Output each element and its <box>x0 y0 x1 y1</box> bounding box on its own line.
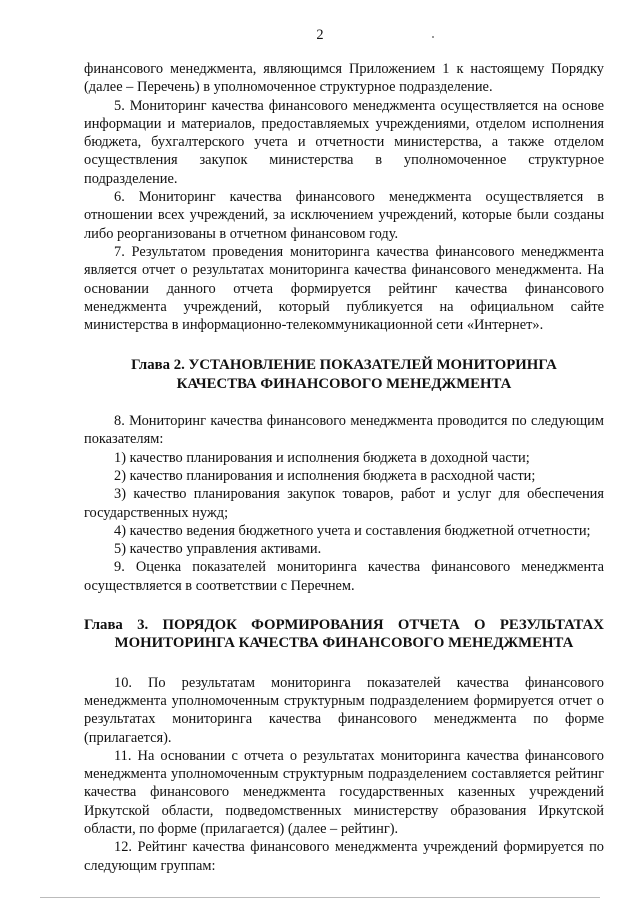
paragraph-8: 8. Мониторинг качества финансового менеджмента проводится по следующим показателям: <box>84 413 604 448</box>
chapter-3-heading-line2: МОНИТОРИНГА КАЧЕСТВА ФИНАНСОВОГО МЕНЕДЖМЕНТА <box>114 635 574 652</box>
chapter-3-heading-line1: Глава 3. ПОРЯДОК ФОРМИРОВАНИЯ ОТЧЕТА О РЕЗУЛЬТАТАХ <box>84 617 604 634</box>
paragraph-11: 11. На основании с отчета о результатах мониторинга качества финансового менеджмента уполномоченным структурным подразделением составляется рейтинг качества финансового менеджмента государственных казенных учреждений Иркутской области, подведомственных министерству образования Иркутской области, по форме (прилагается) (далее – рейтинг). <box>84 747 604 837</box>
paragraph-9: 9. Оценка показателей мониторинга качества финансового менеджмента осуществляется в соответствии с Перечнем. <box>84 559 604 594</box>
paragraph-5: 5. Мониторинг качества финансового менеджмента осуществляется на основе информации и материалов, предоставляемых учреждениями, отделом исполнения бюджета, бухгалтерского учета и отчетности министерства, а также отделом осуществления закупок министерства в уполномоченное структурное подразделение. <box>84 97 604 187</box>
indicator-item: 2) качество планирования и исполнения бюджета в расходной части; <box>114 467 536 484</box>
indicator-item: 3) качество планирования закупок товаров, работ и услуг для обеспечения государственных нужд; <box>84 486 604 521</box>
indicator-item: 4) качество ведения бюджетного учета и составления бюджетной отчетности; <box>114 522 591 539</box>
scan-artifact-dot <box>432 36 434 38</box>
paragraph-10: 10. По результатам мониторинга показателей качества финансового менеджмента уполномоченным структурным подразделением формируется отчет о результатах мониторинга качества финансового менеджмента по форме (прилагается). <box>84 674 604 746</box>
chapter-2-heading <box>84 356 604 393</box>
indicator-item: 1) качество планирования и исполнения бюджета в доходной части; <box>114 449 530 466</box>
paragraph-6: 6. Мониторинг качества финансового менеджмента осуществляется в отношении всех учреждений, за исключением учреждений, которые были созданы либо реорганизованы в отчетном финансовом году. <box>84 189 604 242</box>
paragraph-7: 7. Результатом проведения мониторинга качества финансового менеджмента является отчет о результатах мониторинга качества финансового менеджмента. На основании данного отчета формируется рейтинг качества финансового менеджмента учреждений, который публикуется на официальном сайте министерства в информационно-телекоммуникационной сети «Интернет». <box>84 243 604 334</box>
chapter-3-heading <box>84 616 604 653</box>
paragraph-12: 12. Рейтинг качества финансового менеджмента учреждений формируется по следующим группам: <box>84 839 604 874</box>
chapter-2-heading-line2: КАЧЕСТВА ФИНАНСОВОГО МЕНЕДЖМЕНТА <box>176 375 512 392</box>
intro-continuation: финансового менеджмента, являющимся Приложением 1 к настоящему Порядку (далее – Перечень) в уполномоченное структурное подразделение. <box>84 61 604 96</box>
chapter-2-heading-line1: Глава 2. УСТАНОВЛЕНИЕ ПОКАЗАТЕЛЕЙ МОНИТОРИНГА <box>131 357 557 374</box>
indicator-item: 5) качество управления активами. <box>114 541 322 558</box>
page-number: 2 <box>316 27 324 43</box>
scan-bottom-edge <box>40 897 600 898</box>
document-body <box>84 60 604 875</box>
